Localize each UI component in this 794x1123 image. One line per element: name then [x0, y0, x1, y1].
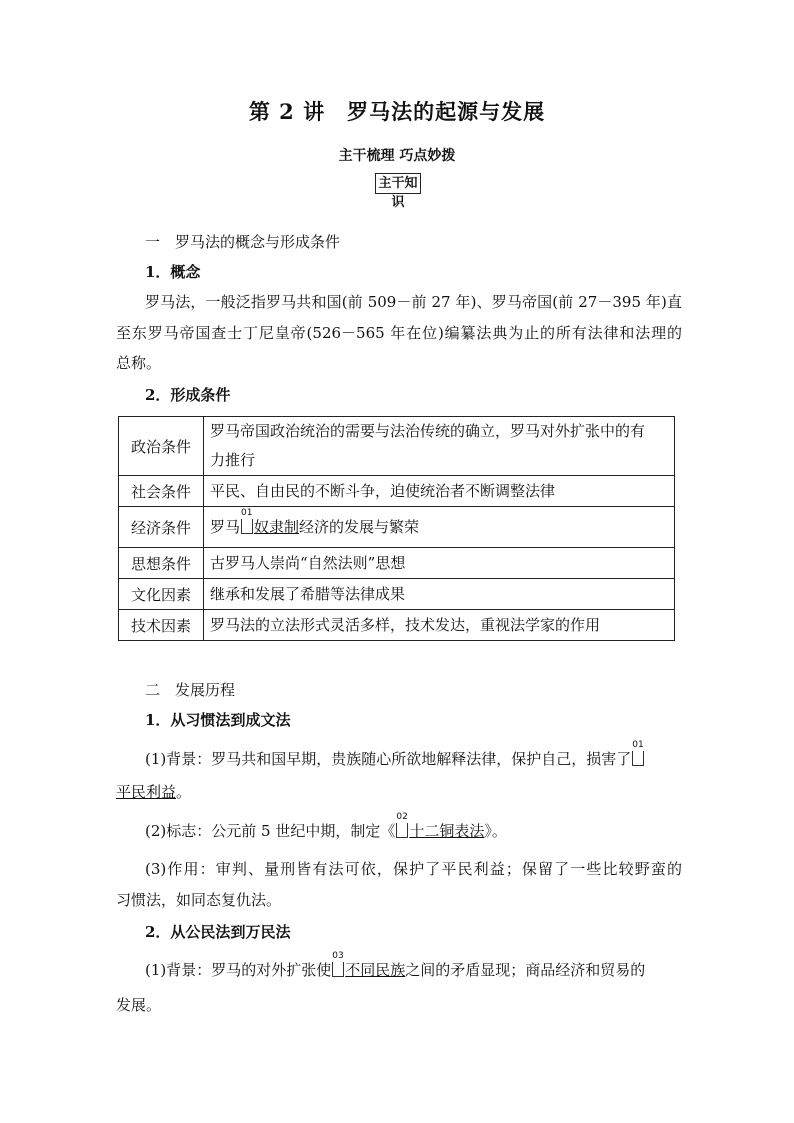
underlined-answer: 不同民族 — [345, 961, 406, 979]
table-row — [119, 579, 675, 610]
condition-key: 技术因素 — [119, 610, 204, 641]
sub1-heading: 1．从习惯法到成文法 — [145, 711, 291, 729]
background-line-1: (1)背景：罗马共和国早期，贵族随心所欲地解释法律，保护自己，损害了 01 — [145, 740, 644, 768]
concept-heading: 1．概念 — [145, 263, 201, 281]
background2-line-1: (1)背景：罗马的对外扩张使 03 不同民族之间的矛盾显现；商品经济和贸易的 — [145, 951, 646, 979]
condition-key: 社会条件 — [119, 476, 204, 507]
condition-value: 平民、自由民的不断斗争，迫使统治者不断调整法律 — [204, 476, 675, 507]
table-row — [119, 417, 675, 476]
page-title — [0, 96, 794, 126]
concept-line-2: 至东罗马帝国查士丁尼皇帝(526－565 年在位)编纂法典为止的所有法律和法理的 — [116, 324, 682, 342]
conditions-table — [118, 416, 675, 641]
underlined-answer: 奴隶制 — [254, 518, 300, 536]
sub2-heading: 2．从公民法到万民法 — [145, 923, 291, 941]
lecture-number: 第 2 讲 — [248, 99, 326, 124]
effect-line-1: (3)作用：审判、量刑皆有法可依，保护了平民利益；保留了一些比较野蛮的 — [145, 860, 682, 878]
table-row — [119, 610, 675, 641]
answer-number-marker: 02 — [396, 823, 408, 838]
page-subtitle: 主干梳理 巧点妙拨 — [338, 148, 456, 164]
condition-value: 罗马 01 奴隶制经济的发展与繁荣 — [204, 507, 675, 548]
mark-line: (2)标志：公元前 5 世纪中期，制定《 02 十二铜表法》。 — [145, 812, 507, 840]
table-row — [119, 476, 675, 507]
condition-value: 继承和发展了希腊等法律成果 — [204, 579, 675, 610]
answer-number-marker: 01 — [632, 751, 644, 766]
section2-heading: 二 发展历程 — [145, 681, 236, 699]
condition-value: 古罗马人崇尚“自然法则”思想 — [204, 548, 675, 579]
condition-value: 罗马法的立法形式灵活多样，技术发达，重视法学家的作用 — [204, 610, 675, 641]
condition-key: 文化因素 — [119, 579, 204, 610]
conditions-heading: 2．形成条件 — [145, 386, 231, 404]
condition-key: 政治条件 — [119, 417, 204, 476]
background2-line-2: 发展。 — [116, 996, 162, 1014]
answer-number-marker: 03 — [332, 962, 344, 977]
table-row — [119, 507, 675, 548]
answer-number-marker: 01 — [241, 519, 253, 534]
underlined-answer: 平民利益 — [116, 783, 177, 801]
condition-key: 思想条件 — [119, 548, 204, 579]
effect-line-2: 习惯法，如同态复仇法。 — [116, 891, 282, 909]
concept-line-3: 总称。 — [116, 354, 162, 372]
section1-heading: 一 罗马法的概念与形成条件 — [145, 233, 341, 251]
lecture-title: 罗马法的起源与发展 — [347, 99, 546, 124]
condition-value: 罗马帝国政治统治的需要与法治传统的确立，罗马对外扩张中的有 力推行 — [204, 417, 675, 476]
background-line-2: 平民利益。 — [116, 783, 192, 801]
concept-line-1: 罗马法，一般泛指罗马共和国(前 509－前 27 年)、罗马帝国(前 27－395 年)直 — [145, 293, 682, 311]
underlined-answer: 十二铜表法 — [409, 822, 485, 840]
section-box-label: 主干知识 — [375, 173, 421, 194]
condition-key: 经济条件 — [119, 507, 204, 548]
table-row — [119, 548, 675, 579]
